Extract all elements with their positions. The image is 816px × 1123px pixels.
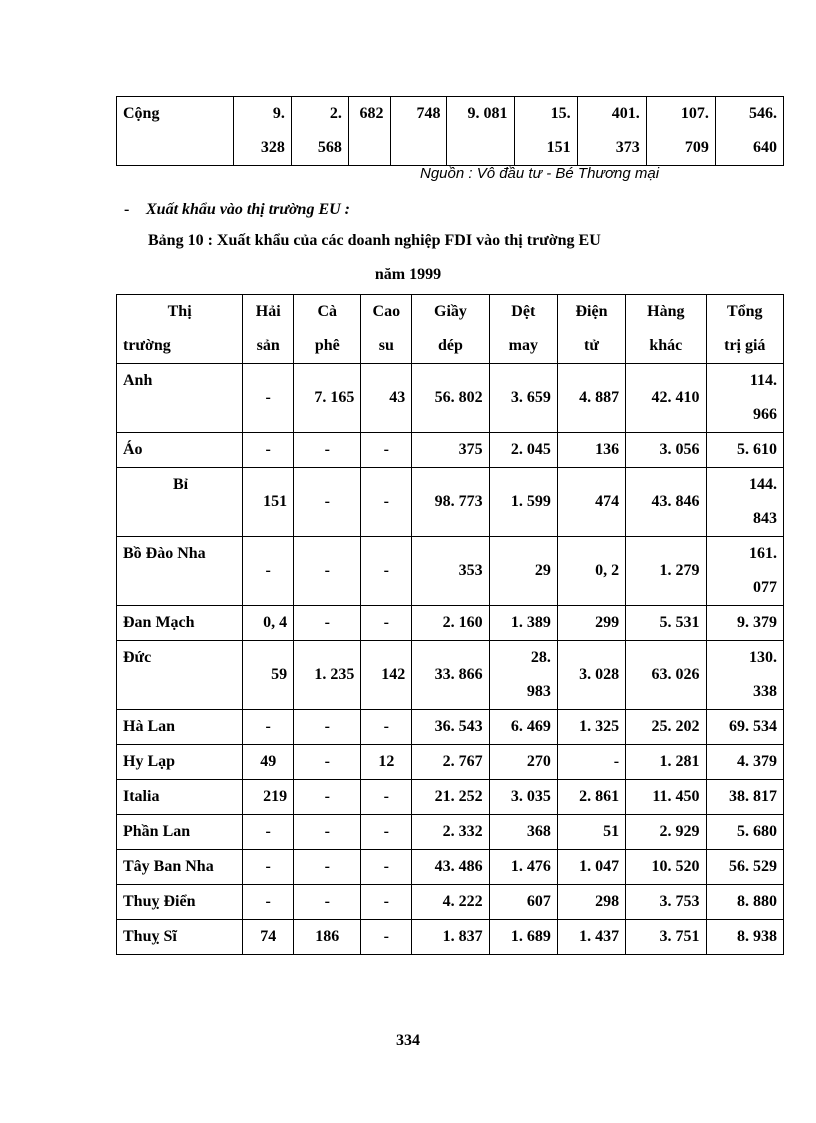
value-cell: 4. 887 (557, 364, 625, 433)
value-cell: 3. 753 (626, 885, 706, 920)
value-cell: 7. 165 (294, 364, 361, 433)
total-cell: 8. 880 (706, 885, 783, 920)
summary-cell: 15. 151 (514, 97, 577, 166)
value-cell: 1. 235 (294, 641, 361, 710)
value-cell: - (361, 710, 412, 745)
country-cell: Anh (117, 364, 243, 433)
value-cell: 21. 252 (412, 780, 489, 815)
table-row (117, 468, 784, 537)
value-cell: - (294, 885, 361, 920)
value-cell: 33. 866 (412, 641, 489, 710)
value-cell: - (243, 815, 294, 850)
value-cell: 49 (243, 745, 294, 780)
value-cell: - (294, 745, 361, 780)
total-cell: 56. 529 (706, 850, 783, 885)
value-cell: 6. 469 (489, 710, 557, 745)
value-cell: 368 (489, 815, 557, 850)
value-cell: - (361, 468, 412, 537)
total-cell: 38. 817 (706, 780, 783, 815)
value-cell: 151 (243, 468, 294, 537)
table-row (117, 641, 784, 710)
value-cell: - (294, 780, 361, 815)
table-row (117, 537, 784, 606)
value-cell: - (361, 606, 412, 641)
header-cell: Thị trường (117, 295, 243, 364)
country-cell: Đan Mạch (117, 606, 243, 641)
eu-export-table (116, 294, 784, 955)
header-cell: Hải sản (243, 295, 294, 364)
value-cell: 186 (294, 920, 361, 955)
value-cell: - (243, 433, 294, 468)
summary-cell: 682 (348, 97, 390, 166)
value-cell: - (243, 885, 294, 920)
header-cell: Cao su (361, 295, 412, 364)
country-cell: Tây Ban Nha (117, 850, 243, 885)
table-row (117, 745, 784, 780)
value-cell: 2. 861 (557, 780, 625, 815)
total-cell: 5. 610 (706, 433, 783, 468)
summary-cell: 546. 640 (715, 97, 783, 166)
value-cell: - (294, 815, 361, 850)
table-caption: Bảng 10 : Xuất khẩu của các doanh nghiệp FDI vào thị trường EU (148, 232, 601, 249)
value-cell: - (361, 850, 412, 885)
header-cell: Dệt may (489, 295, 557, 364)
value-cell: 36. 543 (412, 710, 489, 745)
value-cell: - (294, 606, 361, 641)
value-cell: - (294, 850, 361, 885)
summary-cell: 9. 081 (447, 97, 514, 166)
value-cell: 63. 026 (626, 641, 706, 710)
value-cell: 51 (557, 815, 625, 850)
value-cell: 299 (557, 606, 625, 641)
value-cell: 375 (412, 433, 489, 468)
table-row (117, 433, 784, 468)
value-cell: 3. 056 (626, 433, 706, 468)
value-cell: 142 (361, 641, 412, 710)
value-cell: - (294, 710, 361, 745)
header-cell: Giầy dép (412, 295, 489, 364)
value-cell: 1. 279 (626, 537, 706, 606)
value-cell: 10. 520 (626, 850, 706, 885)
total-cell: 4. 379 (706, 745, 783, 780)
value-cell: 3. 028 (557, 641, 625, 710)
table-row (117, 815, 784, 850)
total-cell: 114. 966 (706, 364, 783, 433)
value-cell: 136 (557, 433, 625, 468)
value-cell: 1. 837 (412, 920, 489, 955)
value-cell: 1. 325 (557, 710, 625, 745)
summary-row (117, 97, 784, 166)
total-cell: 144. 843 (706, 468, 783, 537)
country-cell: Áo (117, 433, 243, 468)
header-cell: Hàng khác (626, 295, 706, 364)
value-cell: 1. 689 (489, 920, 557, 955)
summary-table (116, 96, 784, 166)
value-cell: 607 (489, 885, 557, 920)
page-number: 334 (396, 1032, 420, 1049)
table-row (117, 606, 784, 641)
value-cell: 1. 437 (557, 920, 625, 955)
value-cell: 98. 773 (412, 468, 489, 537)
value-cell: 43 (361, 364, 412, 433)
value-cell: 1. 599 (489, 468, 557, 537)
value-cell: - (243, 710, 294, 745)
value-cell: 56. 802 (412, 364, 489, 433)
value-cell: 74 (243, 920, 294, 955)
value-cell: 1. 389 (489, 606, 557, 641)
country-cell: Hà Lan (117, 710, 243, 745)
value-cell: - (557, 745, 625, 780)
value-cell: - (361, 780, 412, 815)
value-cell: 1. 047 (557, 850, 625, 885)
value-cell: 3. 035 (489, 780, 557, 815)
summary-cell: 2. 568 (291, 97, 348, 166)
value-cell: 29 (489, 537, 557, 606)
table-caption-year: năm 1999 (374, 266, 442, 283)
value-cell: 4. 222 (412, 885, 489, 920)
value-cell: 3. 659 (489, 364, 557, 433)
country-cell: Italia (117, 780, 243, 815)
header-cell: Cà phê (294, 295, 361, 364)
value-cell: - (361, 815, 412, 850)
total-cell: 69. 534 (706, 710, 783, 745)
value-cell: 298 (557, 885, 625, 920)
summary-label: Cộng (117, 97, 234, 166)
country-cell: Thuỵ Sĩ (117, 920, 243, 955)
value-cell: 42. 410 (626, 364, 706, 433)
value-cell: 43. 486 (412, 850, 489, 885)
value-cell: 0, 2 (557, 537, 625, 606)
value-cell: 219 (243, 780, 294, 815)
section-bullet (124, 201, 350, 219)
value-cell: - (361, 885, 412, 920)
value-cell: 1. 476 (489, 850, 557, 885)
total-cell: 8. 938 (706, 920, 783, 955)
total-cell: 161. 077 (706, 537, 783, 606)
value-cell: 43. 846 (626, 468, 706, 537)
country-cell: Bỉ (117, 468, 243, 537)
country-cell: Hy Lạp (117, 745, 243, 780)
value-cell: 5. 531 (626, 606, 706, 641)
value-cell: - (294, 433, 361, 468)
value-cell: 59 (243, 641, 294, 710)
bullet-dash: - (124, 201, 130, 218)
value-cell: - (294, 468, 361, 537)
value-cell: 0, 4 (243, 606, 294, 641)
table-header-row (117, 295, 784, 364)
table-row (117, 885, 784, 920)
value-cell: 1. 281 (626, 745, 706, 780)
value-cell: 2. 767 (412, 745, 489, 780)
table-row (117, 710, 784, 745)
value-cell: 28. 983 (489, 641, 557, 710)
value-cell: - (243, 537, 294, 606)
table-row (117, 364, 784, 433)
value-cell: 2. 929 (626, 815, 706, 850)
value-cell: 270 (489, 745, 557, 780)
table-row (117, 780, 784, 815)
value-cell: 2. 332 (412, 815, 489, 850)
value-cell: 11. 450 (626, 780, 706, 815)
value-cell: 3. 751 (626, 920, 706, 955)
value-cell: 474 (557, 468, 625, 537)
summary-cell: 107. 709 (646, 97, 715, 166)
summary-cell: 401. 373 (577, 97, 646, 166)
country-cell: Thuỵ Điển (117, 885, 243, 920)
header-cell: Điện tử (557, 295, 625, 364)
country-cell: Phần Lan (117, 815, 243, 850)
summary-cell: 9. 328 (233, 97, 291, 166)
value-cell: 2. 160 (412, 606, 489, 641)
country-cell: Bồ Đào Nha (117, 537, 243, 606)
value-cell: - (361, 537, 412, 606)
value-cell: - (361, 433, 412, 468)
summary-cell: 748 (390, 97, 447, 166)
total-cell: 130. 338 (706, 641, 783, 710)
source-note: Nguồn : Vô đầu tư - Bé Thương mại (420, 165, 660, 182)
value-cell: 2. 045 (489, 433, 557, 468)
value-cell: - (243, 850, 294, 885)
table-row (117, 920, 784, 955)
value-cell: - (361, 920, 412, 955)
value-cell: - (243, 364, 294, 433)
value-cell: 25. 202 (626, 710, 706, 745)
table-row (117, 850, 784, 885)
value-cell: - (294, 537, 361, 606)
header-cell: Tổng trị giá (706, 295, 783, 364)
total-cell: 9. 379 (706, 606, 783, 641)
country-cell: Đức (117, 641, 243, 710)
value-cell: 353 (412, 537, 489, 606)
total-cell: 5. 680 (706, 815, 783, 850)
value-cell: 12 (361, 745, 412, 780)
section-heading: Xuất khẩu vào thị trường EU : (146, 201, 350, 218)
